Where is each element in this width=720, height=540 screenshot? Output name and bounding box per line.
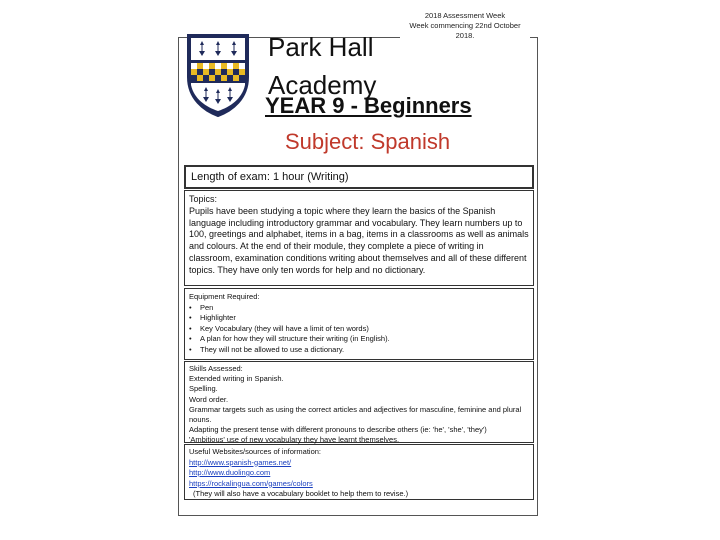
website-link[interactable]: http://www.spanish-games.net/ [189,457,292,467]
school-name-line-2: Academy [268,70,377,100]
year-title: YEAR 9 - Beginners [265,93,472,118]
skills-line: Spelling. [189,384,218,394]
school-crest-icon [186,33,250,117]
exam-length-text: Length of exam: 1 hour (Writing) [191,171,349,183]
vocabulary-booklet-note: (They will also have a vocabulary booklet to help them to revise.) [193,489,409,498]
equipment-item: • A plan for how they will structure their writing (in English). [200,334,529,345]
assessment-week-title: 2018 Assessment Week [424,11,506,20]
websites-heading: Useful Websites/sources of information: [189,447,322,456]
equipment-item: • Key Vocabulary (they will have a limit of ten words) [200,324,529,335]
skills-line: Adapting the present tense with different pronouns to describe others (ie: 'he', 'she', 'they') [189,425,487,435]
equipment-item: • Pen [200,303,529,314]
equipment-item: • Highlighter [200,313,529,324]
topics-heading: Topics: [189,194,218,204]
skills-line: Word order. [189,394,229,404]
equipment-list [189,303,529,356]
skills-box [184,361,534,443]
equipment-heading: Equipment Required: [189,292,260,301]
exam-length-box [184,165,534,189]
school-name-line-1: Park Hall [268,32,374,62]
equipment-item: • They will not be allowed to use a dictionary. [200,345,529,356]
skills-line: 'Ambitious' use of new vocabulary they have learnt themselves. [189,435,400,445]
website-link[interactable]: http://www.duolingo.com [189,468,271,477]
subject-title: Subject: Spanish [285,129,451,154]
websites-box [184,444,534,500]
equipment-box [184,288,534,360]
skills-line: Grammar targets such as using the correct articles and adjectives for masculine, feminine and plural nouns. [189,404,522,425]
skills-heading: Skills Assessed: [189,364,243,373]
website-link[interactable]: https://rockalingua.com/games/colors [189,478,313,488]
topics-box [184,190,534,286]
assessment-week-note [400,11,530,41]
week-commencing-date: Week commencing 22nd October 2018. [409,21,521,40]
skills-line: Extended writing in Spanish. [189,374,284,384]
topics-body: Pupils have been studying a topic where they learn the basics of the Spanish language including introductory grammar and vocabulary. They learn numbers up to 100, greetings and alphabet, items in a bag, items in a classrooms as well as animals and colours. At the end of their module, they complete a piece of writing in classroom, examination conditions writing about themselves and all of these different topics. They have only ten words for help and no dictionary. [189,205,529,275]
